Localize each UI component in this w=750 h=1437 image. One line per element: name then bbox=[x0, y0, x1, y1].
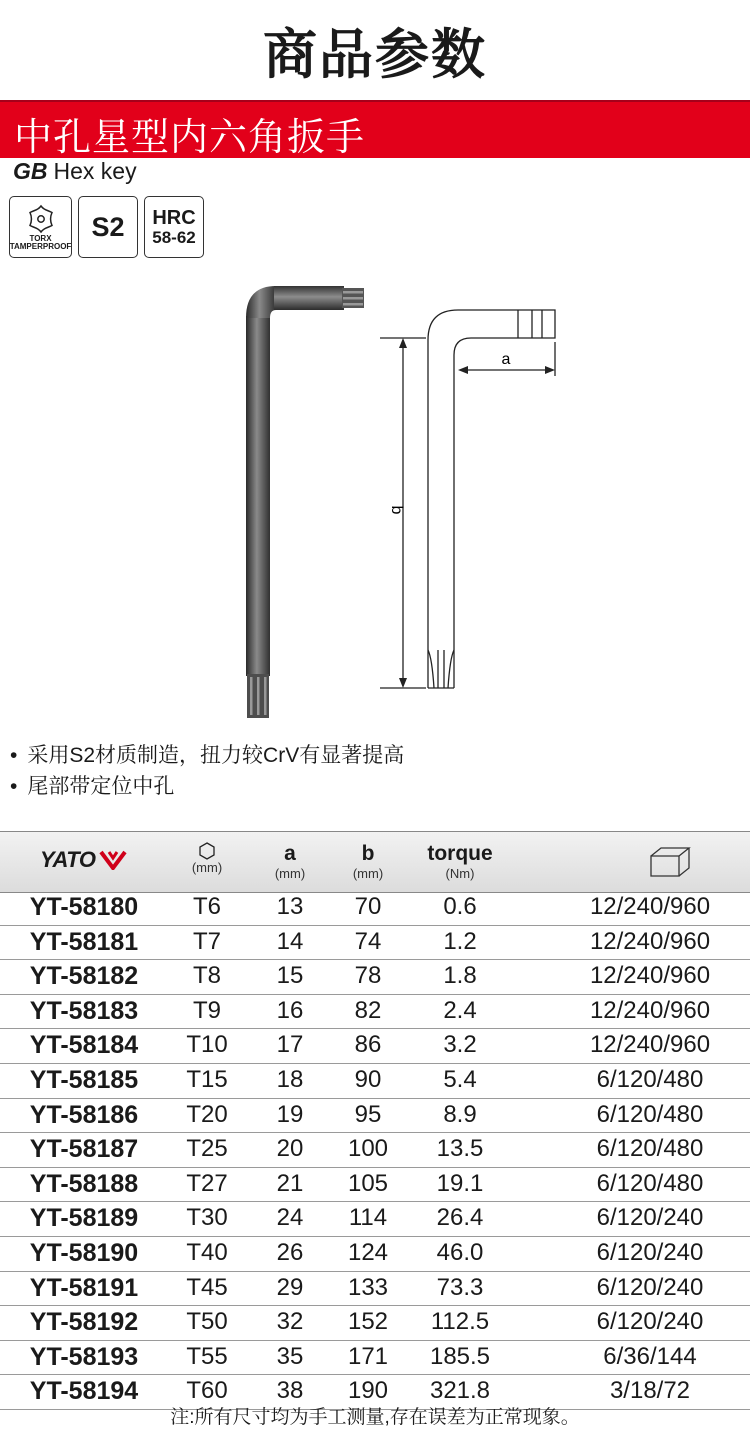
cell-a: 29 bbox=[276, 1273, 304, 1301]
cell-size: T55 bbox=[186, 1342, 228, 1370]
cell-packaging: 12/240/960 bbox=[589, 927, 711, 955]
cell-code: YT-58187 bbox=[29, 1135, 139, 1164]
cell-a: 35 bbox=[276, 1342, 304, 1370]
cell-a: 16 bbox=[276, 996, 304, 1024]
table-row bbox=[0, 1202, 750, 1237]
header-b-label: b bbox=[361, 842, 375, 865]
cell-code: YT-58193 bbox=[29, 1342, 139, 1371]
cell-code: YT-58192 bbox=[29, 1308, 139, 1337]
dimension-a-label: a bbox=[501, 351, 511, 368]
cell-b: 78 bbox=[354, 962, 382, 990]
table-row bbox=[0, 1341, 750, 1376]
cell-b: 74 bbox=[354, 927, 382, 955]
hrc-value: 58-62 bbox=[152, 227, 196, 247]
box-icon bbox=[649, 846, 691, 878]
cell-b: 114 bbox=[348, 1204, 388, 1232]
cell-torque: 19.1 bbox=[436, 1169, 484, 1197]
cell-packaging: 12/240/960 bbox=[589, 893, 711, 920]
table-row bbox=[0, 1099, 750, 1134]
standard-label: GB bbox=[13, 158, 48, 184]
cell-torque: 8.9 bbox=[443, 1100, 477, 1128]
cell-code: YT-58190 bbox=[29, 1238, 139, 1267]
dimension-b-label: b bbox=[388, 505, 405, 515]
spec-badges bbox=[9, 196, 204, 258]
cell-a: 32 bbox=[276, 1308, 304, 1336]
cell-size: T27 bbox=[186, 1169, 228, 1197]
cell-size: T10 bbox=[186, 1031, 228, 1059]
cell-size: T20 bbox=[186, 1100, 228, 1128]
torx-badge bbox=[9, 196, 72, 258]
cell-size: T40 bbox=[186, 1238, 228, 1266]
cell-packaging: 12/240/960 bbox=[589, 962, 711, 990]
cell-b: 90 bbox=[354, 1065, 382, 1093]
hexagon-icon bbox=[198, 842, 216, 860]
table-row bbox=[0, 926, 750, 961]
cell-packaging: 6/120/240 bbox=[596, 1273, 704, 1301]
header-b bbox=[336, 842, 400, 882]
cell-packaging: 12/240/960 bbox=[589, 996, 711, 1024]
product-type-en: Hex key bbox=[53, 158, 137, 184]
spec-table-body bbox=[0, 891, 750, 1410]
cell-a: 15 bbox=[276, 962, 304, 990]
cell-b: 171 bbox=[347, 1342, 389, 1370]
header-packaging bbox=[640, 846, 700, 883]
cell-packaging: 6/120/480 bbox=[596, 1135, 704, 1163]
cell-code: YT-58183 bbox=[29, 996, 139, 1025]
cell-code: YT-58182 bbox=[29, 962, 139, 991]
cell-torque: 112.5 bbox=[430, 1308, 490, 1336]
torx-star-icon bbox=[23, 203, 59, 235]
cell-code: YT-58181 bbox=[29, 927, 139, 956]
measurement-note: 注:所有尺寸均为手工测量,存在误差为正常现象。 bbox=[170, 1407, 580, 1428]
cell-torque: 1.8 bbox=[443, 962, 477, 990]
product-name: 中孔星型内六角扳手 bbox=[14, 117, 366, 159]
cell-b: 190 bbox=[347, 1377, 389, 1405]
table-row bbox=[0, 891, 750, 926]
cell-b: 124 bbox=[347, 1238, 389, 1266]
cell-torque: 73.3 bbox=[436, 1273, 484, 1301]
header-torque-label: torque bbox=[427, 842, 493, 865]
cell-size: T7 bbox=[192, 927, 221, 955]
cell-b: 86 bbox=[354, 1031, 382, 1059]
cell-code: YT-58194 bbox=[29, 1377, 139, 1406]
cell-size: T30 bbox=[186, 1204, 228, 1232]
cell-torque: 46.0 bbox=[436, 1238, 484, 1266]
brand-name: YATO bbox=[40, 847, 96, 872]
cell-size: T8 bbox=[192, 962, 221, 990]
cell-packaging: 12/240/960 bbox=[589, 1031, 711, 1059]
cell-torque: 5.4 bbox=[443, 1065, 477, 1093]
cell-b: 95 bbox=[354, 1100, 382, 1128]
table-row bbox=[0, 1306, 750, 1341]
cell-a: 19 bbox=[276, 1100, 304, 1128]
cell-b: 105 bbox=[347, 1169, 389, 1197]
cell-torque: 26.4 bbox=[436, 1204, 484, 1232]
cell-packaging: 6/36/144 bbox=[603, 1342, 697, 1370]
cell-torque: 0.6 bbox=[443, 893, 477, 920]
cell-packaging: 6/120/480 bbox=[596, 1169, 704, 1197]
cell-b: 100 bbox=[347, 1135, 389, 1163]
cell-code: YT-58180 bbox=[29, 893, 139, 921]
cell-code: YT-58191 bbox=[29, 1273, 139, 1302]
cell-b: 152 bbox=[347, 1308, 389, 1336]
header-b-unit: (mm) bbox=[352, 866, 384, 881]
cell-a: 24 bbox=[276, 1204, 304, 1232]
cell-size: T6 bbox=[192, 893, 221, 920]
cell-a: 17 bbox=[276, 1031, 304, 1059]
cell-packaging: 3/18/72 bbox=[609, 1377, 691, 1405]
cell-a: 18 bbox=[276, 1065, 304, 1093]
hardness-badge bbox=[144, 196, 204, 258]
cell-packaging: 6/120/480 bbox=[596, 1065, 704, 1093]
material-label: S2 bbox=[91, 211, 125, 242]
brand-logo bbox=[40, 847, 129, 873]
torx-label: TORX bbox=[29, 234, 52, 243]
cell-torque: 2.4 bbox=[443, 996, 477, 1024]
feature-item: • 采用S2材质制造，扭力较CrV有显著提高 bbox=[10, 740, 404, 771]
cell-code: YT-58189 bbox=[29, 1204, 139, 1233]
cell-packaging: 6/120/240 bbox=[596, 1238, 704, 1266]
page-title: 商品参数 bbox=[263, 25, 487, 85]
material-badge bbox=[78, 196, 138, 258]
cell-torque: 3.2 bbox=[443, 1031, 477, 1059]
cell-a: 21 bbox=[276, 1169, 304, 1197]
cell-packaging: 6/120/240 bbox=[596, 1308, 704, 1336]
table-row bbox=[0, 1133, 750, 1168]
cell-size: T15 bbox=[186, 1065, 228, 1093]
tamperproof-label: TAMPERPROOF bbox=[9, 242, 72, 251]
cell-b: 70 bbox=[354, 893, 382, 920]
cell-size: T25 bbox=[186, 1135, 228, 1163]
cell-a: 38 bbox=[276, 1377, 304, 1405]
cell-size: T9 bbox=[192, 996, 221, 1024]
table-row bbox=[0, 1064, 750, 1099]
cell-torque: 1.2 bbox=[443, 927, 477, 955]
cell-a: 20 bbox=[276, 1135, 304, 1163]
cell-b: 82 bbox=[354, 996, 382, 1024]
cell-a: 26 bbox=[276, 1238, 304, 1266]
cell-a: 14 bbox=[276, 927, 304, 955]
header-a-unit: (mm) bbox=[274, 866, 306, 881]
cell-torque: 185.5 bbox=[429, 1342, 491, 1370]
header-size bbox=[176, 842, 238, 876]
cell-code: YT-58186 bbox=[29, 1100, 139, 1129]
product-photo bbox=[232, 282, 372, 722]
header-a bbox=[258, 842, 322, 882]
yato-chevron-icon bbox=[99, 850, 129, 870]
size-unit: (mm) bbox=[191, 860, 223, 875]
cell-size: T60 bbox=[186, 1377, 228, 1405]
dimension-drawing bbox=[380, 300, 580, 700]
cell-packaging: 6/120/240 bbox=[596, 1204, 704, 1232]
cell-packaging: 6/120/480 bbox=[596, 1100, 704, 1128]
cell-code: YT-58185 bbox=[29, 1065, 139, 1094]
cell-b: 133 bbox=[347, 1273, 389, 1301]
cell-code: YT-58188 bbox=[29, 1169, 139, 1198]
header-torque-unit: (Nm) bbox=[445, 866, 475, 881]
table-row bbox=[0, 960, 750, 995]
feature-list bbox=[10, 740, 404, 802]
feature-item: • 尾部带定位中孔 bbox=[10, 771, 404, 802]
table-row bbox=[0, 1272, 750, 1307]
table-row bbox=[0, 1029, 750, 1064]
cell-size: T45 bbox=[186, 1273, 228, 1301]
header-torque bbox=[410, 842, 510, 882]
cell-size: T50 bbox=[186, 1308, 228, 1336]
hrc-label: HRC bbox=[152, 206, 196, 229]
cell-code: YT-58184 bbox=[29, 1031, 139, 1060]
cell-a: 13 bbox=[276, 893, 304, 920]
cell-torque: 13.5 bbox=[436, 1135, 484, 1163]
product-subtitle bbox=[13, 158, 137, 185]
table-row bbox=[0, 1237, 750, 1272]
table-row bbox=[0, 1168, 750, 1203]
table-row bbox=[0, 995, 750, 1030]
header-a-label: a bbox=[284, 842, 296, 865]
cell-torque: 321.8 bbox=[429, 1377, 491, 1405]
